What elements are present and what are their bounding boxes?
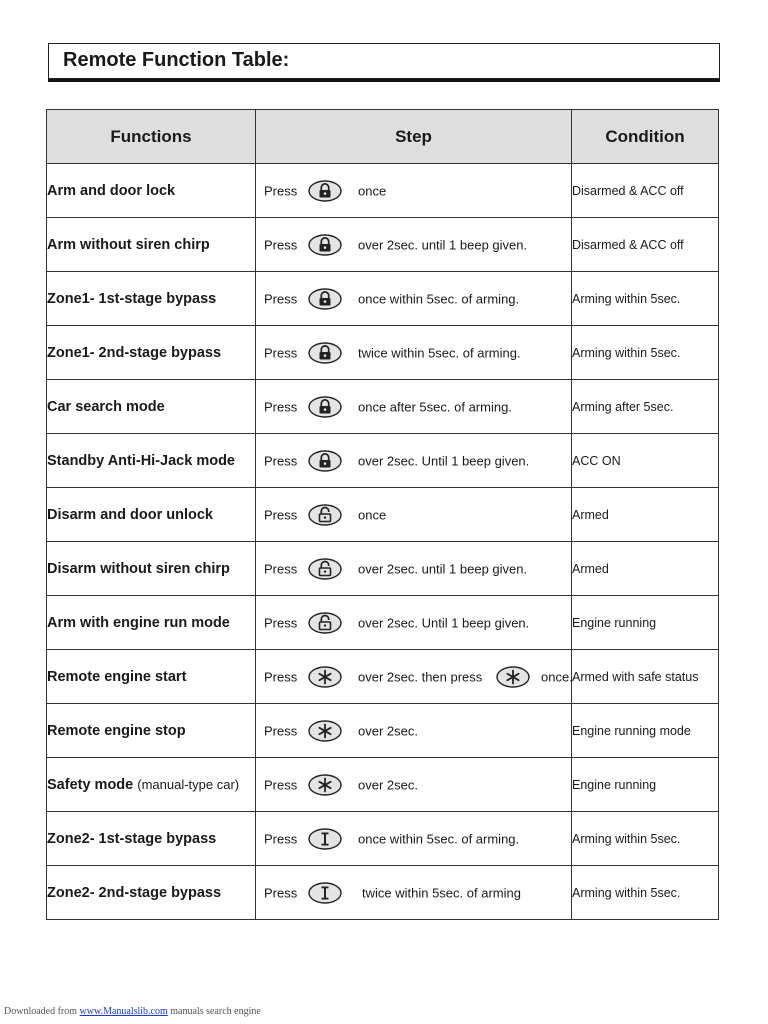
unlock-icon: [308, 558, 342, 580]
function-label: Remote engine start: [47, 668, 187, 685]
footer: [4, 1006, 261, 1017]
function-label: Remote engine stop: [47, 722, 186, 739]
table-row: [47, 650, 719, 704]
function-label: Zone2- 2nd-stage bypass: [47, 884, 222, 901]
function-label: Arm without siren chirp: [47, 236, 210, 253]
asterisk-icon: [308, 774, 342, 796]
lock-icon: [308, 342, 342, 364]
step-text: over 2sec.: [358, 723, 418, 738]
remote-function-table: [46, 109, 719, 920]
asterisk-icon: [496, 666, 530, 688]
function-cell: [47, 812, 256, 866]
condition-cell: Engine running: [572, 758, 719, 812]
condition-cell: Arming after 5sec.: [572, 380, 719, 434]
press-label: Press: [264, 237, 298, 252]
function-label: Disarm without siren chirp: [47, 560, 230, 577]
step-cell: [256, 596, 572, 650]
press-label: Press: [264, 345, 298, 360]
press-label: Press: [264, 723, 298, 738]
step-cell: [256, 326, 572, 380]
press-label: Press: [264, 831, 298, 846]
function-note: (manual-type car): [137, 776, 240, 792]
step-cell: [256, 380, 572, 434]
function-cell: [47, 596, 256, 650]
roman-one-icon: [308, 828, 342, 850]
table-row: [47, 488, 719, 542]
function-label: Standby Anti-Hi-Jack mode: [47, 452, 235, 469]
table-row: [47, 218, 719, 272]
function-label: Zone1- 2nd-stage bypass: [47, 344, 222, 361]
page-title: Remote Function Table:: [63, 49, 290, 71]
step-cell: [256, 650, 572, 704]
step-cell: [256, 542, 572, 596]
condition-cell: Arming within 5sec.: [572, 326, 719, 380]
unlock-icon: [308, 504, 342, 526]
press-label: Press: [264, 561, 298, 576]
function-label: Zone2- 1st-stage bypass: [47, 830, 217, 847]
function-cell: [47, 650, 256, 704]
step-text: over 2sec.: [358, 777, 418, 792]
step-cell: [256, 812, 572, 866]
condition-cell: Engine running: [572, 596, 719, 650]
step-text: twice within 5sec. of arming: [362, 885, 521, 900]
step-cell: [256, 758, 572, 812]
function-cell: [47, 164, 256, 218]
press-label: Press: [264, 183, 298, 198]
condition-cell: Arming within 5sec.: [572, 272, 719, 326]
lock-icon: [308, 396, 342, 418]
condition-cell: Armed: [572, 542, 719, 596]
step-cell: [256, 164, 572, 218]
unlock-icon: [308, 612, 342, 634]
table-row: [47, 866, 719, 920]
function-label: Arm with engine run mode: [47, 614, 230, 631]
press-label: Press: [264, 669, 298, 684]
function-cell: [47, 866, 256, 920]
step-cell: [256, 866, 572, 920]
condition-cell: Disarmed & ACC off: [572, 164, 719, 218]
table-row: [47, 272, 719, 326]
step-text: once within 5sec. of arming.: [358, 831, 520, 846]
function-cell: [47, 434, 256, 488]
lock-icon: [308, 234, 342, 256]
header-row: [47, 110, 719, 164]
footer-prefix: Downloaded from: [4, 1006, 80, 1017]
step-cell: [256, 272, 572, 326]
footer-link[interactable]: www.Manualslib.com: [79, 1006, 168, 1017]
lock-icon: [308, 450, 342, 472]
function-label: Car search mode: [47, 398, 165, 415]
step-text: over 2sec. until 1 beep given.: [358, 237, 528, 252]
footer-suffix: manuals search engine: [167, 1006, 261, 1017]
asterisk-icon: [308, 666, 342, 688]
function-cell: [47, 272, 256, 326]
step-cell: [256, 434, 572, 488]
table-row: [47, 812, 719, 866]
press-label: Press: [264, 399, 298, 414]
table-row: [47, 542, 719, 596]
header-functions: Functions: [47, 110, 256, 164]
step-text: over 2sec. Until 1 beep given.: [358, 453, 530, 468]
function-label: Safety mode: [47, 776, 134, 793]
header-condition: Condition: [572, 110, 719, 164]
table-row: [47, 758, 719, 812]
function-cell: [47, 380, 256, 434]
step-text: over 2sec. Until 1 beep given.: [358, 615, 530, 630]
function-cell: [47, 758, 256, 812]
condition-cell: ACC ON: [572, 434, 719, 488]
condition-cell: Engine running mode: [572, 704, 719, 758]
function-cell: [47, 542, 256, 596]
lock-icon: [308, 288, 342, 310]
table-row: [47, 434, 719, 488]
press-label: Press: [264, 507, 298, 522]
step-text: once: [358, 507, 387, 522]
step-text: once within 5sec. of arming.: [358, 291, 520, 306]
table-row: [47, 380, 719, 434]
function-label: Arm and door lock: [47, 182, 176, 199]
press-label: Press: [264, 291, 298, 306]
step-text: once: [358, 183, 387, 198]
condition-cell: Arming within 5sec.: [572, 866, 719, 920]
title-box: [48, 43, 720, 79]
table-row: [47, 164, 719, 218]
step-text-2: once.: [541, 669, 573, 684]
step-text: twice within 5sec. of arming.: [358, 345, 521, 360]
condition-cell: Armed: [572, 488, 719, 542]
function-label: Disarm and door unlock: [47, 506, 213, 523]
step-cell: [256, 704, 572, 758]
step-text: once after 5sec. of arming.: [358, 399, 512, 414]
function-cell: [47, 704, 256, 758]
table-row: [47, 704, 719, 758]
condition-cell: Arming within 5sec.: [572, 812, 719, 866]
lock-icon: [308, 180, 342, 202]
condition-cell: Armed with safe status: [572, 650, 719, 704]
header-step: Step: [256, 110, 572, 164]
press-label: Press: [264, 615, 298, 630]
function-label: Zone1- 1st-stage bypass: [47, 290, 217, 307]
table-row: [47, 326, 719, 380]
step-cell: [256, 218, 572, 272]
press-label: Press: [264, 453, 298, 468]
press-label: Press: [264, 777, 298, 792]
asterisk-icon: [308, 720, 342, 742]
step-text: over 2sec. then press: [358, 669, 483, 684]
condition-cell: Disarmed & ACC off: [572, 218, 719, 272]
function-cell: [47, 488, 256, 542]
roman-one-icon: [308, 882, 342, 904]
table-row: [47, 596, 719, 650]
press-label: Press: [264, 885, 298, 900]
step-text: over 2sec. until 1 beep given.: [358, 561, 528, 576]
function-cell: [47, 326, 256, 380]
step-cell: [256, 488, 572, 542]
function-cell: [47, 218, 256, 272]
